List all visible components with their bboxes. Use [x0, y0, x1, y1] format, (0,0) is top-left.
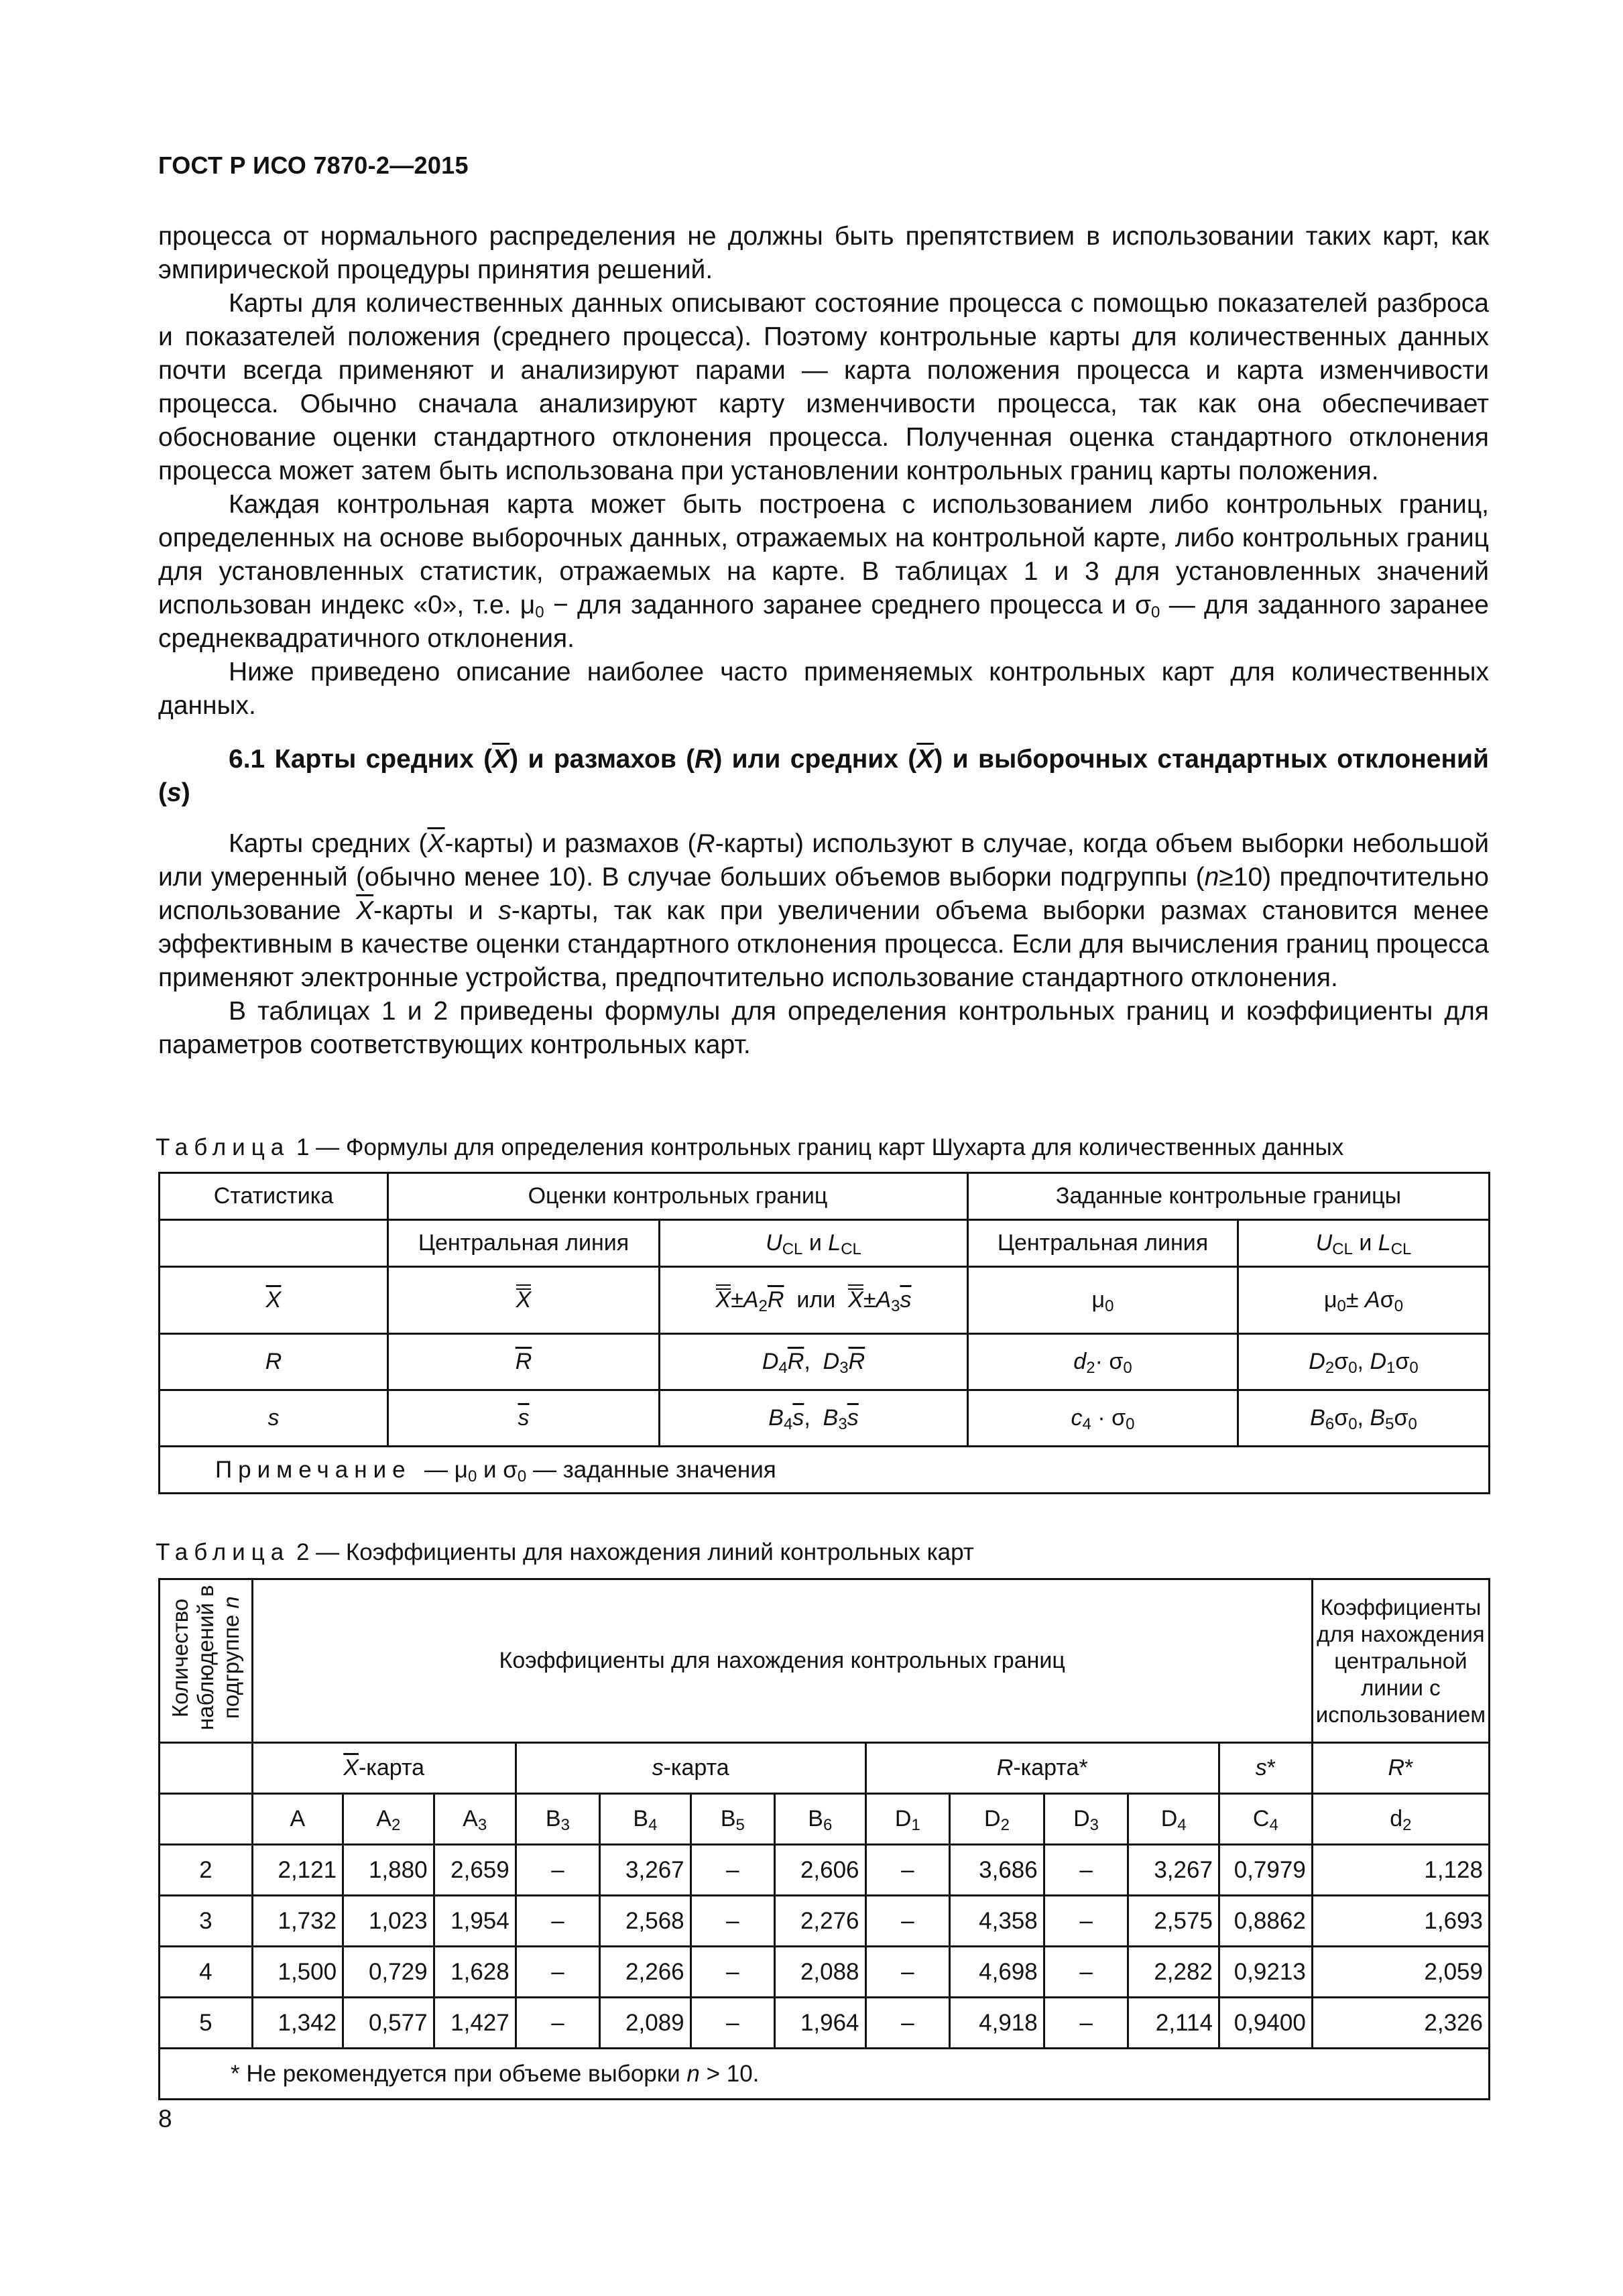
header-central-specified: Центральная линия	[968, 1220, 1238, 1267]
cell: $B_6\sigma_0$, $B_5\sigma_0$	[1238, 1390, 1490, 1447]
table2-caption: Таблица 2 — Коэффициенты для нахождения линий контрольных карт	[156, 1539, 974, 1565]
cell: 4,358	[950, 1896, 1044, 1947]
cell: –	[865, 1845, 950, 1896]
cell: 2,575	[1128, 1896, 1219, 1947]
cell: –	[865, 1896, 950, 1947]
document-header: ГОСТ Р ИСО 7870-2—2015	[158, 152, 469, 179]
cell: 2,659	[434, 1845, 516, 1896]
table2	[158, 1578, 1490, 2100]
header-limits-estimated: $U_{CL}$ и $L_{CL}$	[660, 1220, 968, 1267]
cell: 2,606	[775, 1845, 865, 1896]
row-n: 3	[160, 1896, 253, 1947]
cell: $\mu_0$	[968, 1267, 1238, 1334]
paragraph: процесса от нормального распределения не должны быть препятствием в использовании таких карт, как эмпирической процедуры принятия решений.	[158, 222, 1489, 284]
body-text-intro	[158, 220, 1489, 723]
col-D4: $D_4$	[1128, 1794, 1219, 1845]
cell: 1,500	[252, 1947, 343, 1998]
cell: $\overline{s}$	[388, 1390, 660, 1447]
cell: –	[516, 1998, 599, 2049]
cell: 2,088	[775, 1947, 865, 1998]
col-A2: $A_2$	[343, 1794, 434, 1845]
col-B6: $B_6$	[775, 1794, 865, 1845]
cell: 3,267	[600, 1845, 690, 1896]
paragraph: Карты средних $(\overline{X}-карты)$ и размахов (R-карты) используют в случае, когда объем выборки небольшой или умеренный (обычно менее 10). В случае больших объемов выборки подгруппы (n≥10) предпочтительно использование $\overline{X}$-карты и s-карты, так как при увеличении объема выборки размах становится менее эффективным в качестве оценки стандартного отклонения процесса. Если для вычисления границ процесса применяют электронные устройства, предпочтительно использование стандартного отклонения.	[158, 829, 1490, 992]
cell: 2,282	[1128, 1947, 1219, 1998]
body-text-section	[158, 827, 1489, 1062]
cell: $B_4\overline{s}$, $B_3\overline{s}$	[660, 1390, 968, 1447]
table-row	[160, 1896, 1490, 1947]
header-estimated: Оценки контрольных границ	[388, 1173, 968, 1220]
cell: 1,732	[252, 1896, 343, 1947]
page-number: 8	[158, 2105, 172, 2132]
cell: 4,698	[950, 1947, 1044, 1998]
header-central-coefficients: Коэффициенты для нахождения центральной линии с использованием	[1312, 1579, 1489, 1743]
header-r-chart: R-карта*	[865, 1743, 1219, 1794]
cell: $d_2\cdot \sigma_0$	[968, 1334, 1238, 1390]
cell: 1,880	[343, 1845, 434, 1896]
col-A3: $A_3$	[434, 1794, 516, 1845]
paragraph: Карты для количественных данных описывают состояние процесса с помощью показателей разброса и показателей положения (среднего процесса). Поэтому контрольные карты для количественных данных почти всегда применяют и анализируют парами — карта положения процесса и карта изменчивости процесса. Обычно сначала анализируют карту изменчивости процесса, так как она обеспечивает обоснование оценки стандартного отклонения процесса. Полученная оценка стандартного отклонения процесса может затем быть использована при установлении контрольных границ карты положения.	[158, 289, 1489, 485]
cell: 1,628	[434, 1947, 516, 1998]
col-B3: $B_3$	[516, 1794, 599, 1845]
cell: –	[690, 1845, 774, 1896]
cell: –	[1044, 1947, 1128, 1998]
table1-caption: Таблица 1 — Формулы для определения контрольных границ карт Шухарта для количественных данных	[156, 1134, 1344, 1160]
col-D3: $D_3$	[1044, 1794, 1128, 1845]
cell: 3,267	[1128, 1845, 1219, 1896]
col-d2: $d_2$	[1312, 1794, 1489, 1845]
cell: –	[1044, 1998, 1128, 2049]
row-n: 5	[160, 1998, 253, 2049]
col-B5: $B_5$	[690, 1794, 774, 1845]
cell: X	[388, 1267, 660, 1334]
cell: 2,326	[1312, 1998, 1489, 2049]
header-r-star: R*	[1312, 1743, 1489, 1794]
cell: –	[865, 1998, 950, 2049]
cell: –	[1044, 1896, 1128, 1947]
row-n: 2	[160, 1845, 253, 1896]
col-B4: $B_4$	[600, 1794, 690, 1845]
header-limits-specified: $U_{CL}$ и $L_{CL}$	[1238, 1220, 1490, 1267]
cell: 2,568	[600, 1896, 690, 1947]
cell: 1,964	[775, 1998, 865, 2049]
cell: $X\pm A_2\overline{R}$ или $X\pm A_3\overline{s}$	[660, 1267, 968, 1334]
cell: 2,089	[600, 1998, 690, 2049]
cell: 1,693	[1312, 1896, 1489, 1947]
table2-footnote: * Не рекомендуется при объеме выборки n > 10.	[160, 2049, 1490, 2100]
col-A: A	[252, 1794, 343, 1845]
cell: –	[516, 1947, 599, 1998]
header-xbar-chart: $\overline{X}$-карта	[252, 1743, 516, 1794]
cell: 2,276	[775, 1896, 865, 1947]
cell: 0,8862	[1219, 1896, 1312, 1947]
table-row	[160, 1998, 1490, 2049]
cell: –	[690, 1896, 774, 1947]
stat-r: R	[160, 1334, 388, 1390]
cell: –	[1044, 1845, 1128, 1896]
header-central-estimated: Центральная линия	[388, 1220, 660, 1267]
cell: 0,7979	[1219, 1845, 1312, 1896]
cell: –	[690, 1998, 774, 2049]
header-specified: Заданные контрольные границы	[968, 1173, 1490, 1220]
table1-note: Примечание — $\mu_0$ и $\sigma_0$ — заданные значения	[160, 1447, 1490, 1494]
col-D2: $D_2$	[950, 1794, 1044, 1845]
cell: 0,577	[343, 1998, 434, 2049]
cell: 0,9400	[1219, 1998, 1312, 2049]
header-statistic: Статистика	[160, 1173, 388, 1220]
cell: $\mu_0\pm A\sigma_0$	[1238, 1267, 1490, 1334]
cell: –	[516, 1896, 599, 1947]
section-title: 6.1 Карты средних $(\overline{X})$ и размахов (R) или средних $(\overline{X})$ и выборочных стандартных отклонений (s)	[158, 745, 1490, 807]
cell: 4,918	[950, 1998, 1044, 2049]
cell: –	[690, 1947, 774, 1998]
cell: 1,342	[252, 1998, 343, 2049]
cell: 2,114	[1128, 1998, 1219, 2049]
header-n: Количество наблюдений в подгруппе n	[160, 1579, 253, 1743]
table-row	[160, 1845, 1490, 1896]
cell: –	[516, 1845, 599, 1896]
cell: 2,059	[1312, 1947, 1489, 1998]
row-n: 4	[160, 1947, 253, 1998]
paragraph: В таблицах 1 и 2 приведены формулы для определения контрольных границ и коэффициенты для параметров соответствующих контрольных карт.	[158, 997, 1489, 1059]
cell: 0,9213	[1219, 1947, 1312, 1998]
header-limit-coefficients: Коэффициенты для нахождения контрольных границ	[252, 1579, 1312, 1743]
col-C4: $C_4$	[1219, 1794, 1312, 1845]
header-s-star: s*	[1219, 1743, 1312, 1794]
cell: $c_4 \cdot \sigma_0$	[968, 1390, 1238, 1447]
col-D1: $D_1$	[865, 1794, 950, 1845]
stat-s: s	[160, 1390, 388, 1447]
cell: 2,266	[600, 1947, 690, 1998]
paragraph: Ниже приведено описание наиболее часто применяемых контрольных карт для количественных данных.	[158, 658, 1489, 720]
header-s-chart: s-карта	[516, 1743, 865, 1794]
cell: 1,427	[434, 1998, 516, 2049]
table1	[158, 1172, 1490, 1494]
cell: $D_4\overline{R}$, $D_3\overline{R}$	[660, 1334, 968, 1390]
cell: 2,121	[252, 1845, 343, 1896]
cell: 1,023	[343, 1896, 434, 1947]
cell: 3,686	[950, 1845, 1044, 1896]
cell: $\overline{R}$	[388, 1334, 660, 1390]
paragraph: Каждая контрольная карта может быть построена с использованием либо контрольных границ, определенных на основе выборочных данных, отражаемых на контрольной карте, либо контрольных границ для установленных статистик, отражаемых на карте. В таблицах 1 и 3 для установленных значений использован индекс «0», т.е. $\mu_0$ − для заданного заранее среднего процесса и $\sigma_0$ — для заданного заранее среднеквадратичного отклонения.	[158, 490, 1489, 653]
cell: $D_2\sigma_0$, $D_1\sigma_0$	[1238, 1334, 1490, 1390]
stat-xbar: $\overline{X}$	[160, 1267, 388, 1334]
cell: 1,954	[434, 1896, 516, 1947]
cell: 1,128	[1312, 1845, 1489, 1896]
cell: 0,729	[343, 1947, 434, 1998]
cell: –	[865, 1947, 950, 1998]
table-row	[160, 1947, 1490, 1998]
